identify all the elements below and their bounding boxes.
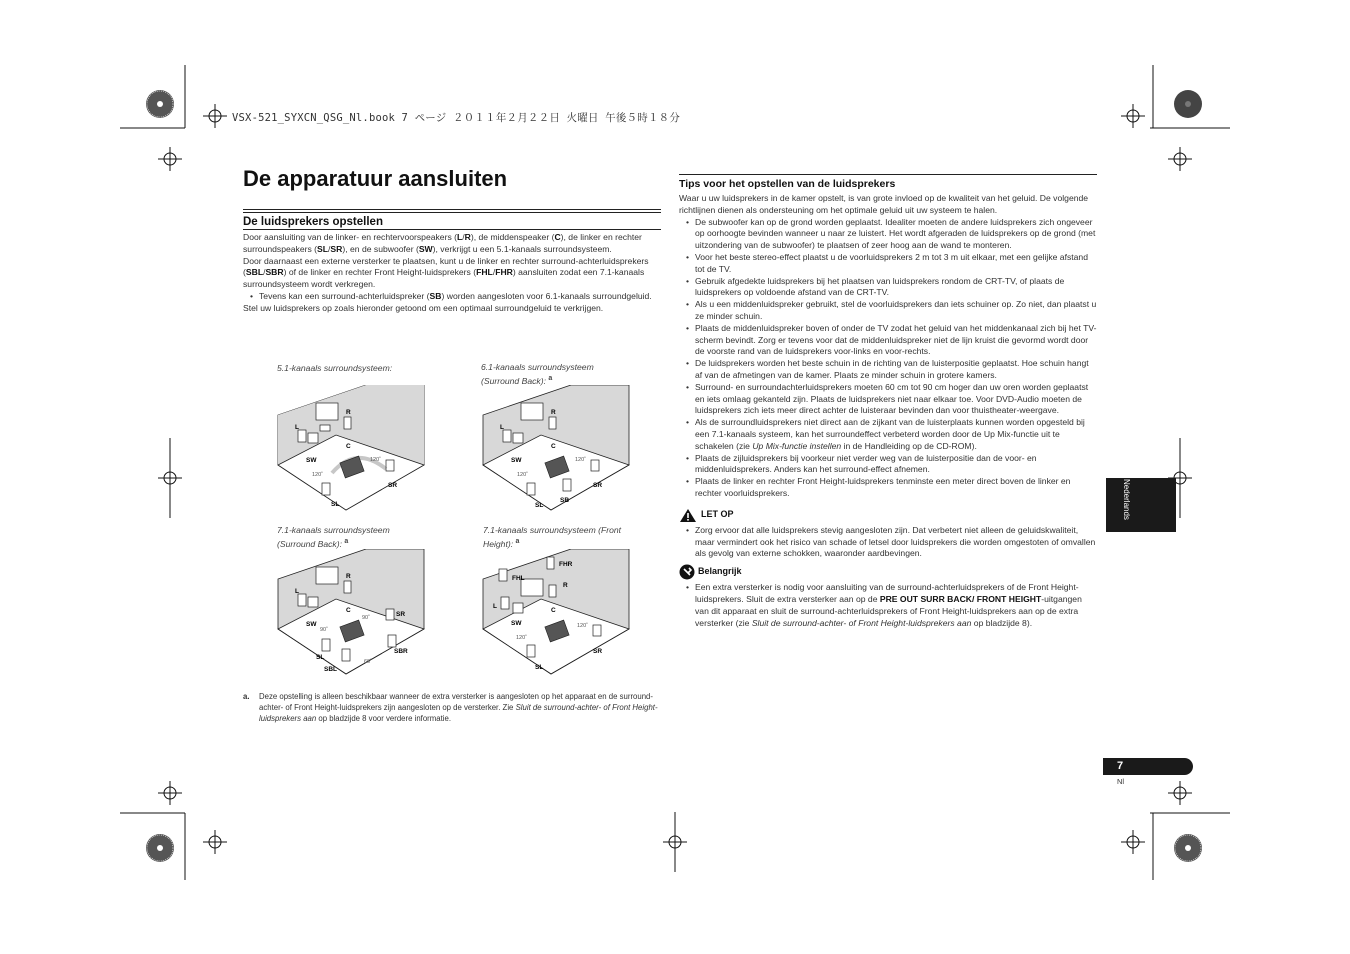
label-L: L bbox=[493, 603, 497, 610]
label-SW: SW bbox=[511, 620, 522, 627]
label-SW: SW bbox=[306, 457, 317, 464]
footnote: a. Deze opstelling is alleen beschikbaar wanneer de extra versterker is aangesloten op het apparaat en de surround-achter- of Front Height-luidsprekers zijn aangesloten op de versterker. Zie Sluit de surround-achter- of Front Height-luidsprekers aan op bladzijde 8 voor verdere informatie. bbox=[243, 692, 658, 724]
label-SL: SL bbox=[331, 501, 340, 508]
figure-caption-7-1-fh: 7.1-kanaals surroundsysteem (Front Height): $^a$ bbox=[483, 525, 622, 550]
right-body-text bbox=[679, 193, 1097, 629]
title-rule bbox=[243, 212, 661, 213]
room-diagram-7-1-front-height bbox=[481, 549, 631, 679]
tip-item: • Plaats de middenluidspreker boven of onder de TV zodat het geluid van het middenkanaal zich bij het TV-scherm bevindt. Zorg er tevens voor dat de middenluidspreker niet de lijn kruist die gevormd wordt door de voorste rand van de luidsprekers voor-links en voor-rechts. bbox=[679, 323, 1097, 358]
room-diagram-6-1 bbox=[481, 385, 631, 515]
important-icon bbox=[679, 564, 695, 580]
label-C: C bbox=[551, 443, 556, 450]
angle-120: 120˚ bbox=[312, 472, 324, 478]
figure-caption-7-1-sb: 7.1-kanaals surroundsysteem (Surround Back): $^a$ bbox=[277, 525, 390, 550]
label-SR: SR bbox=[593, 648, 603, 655]
label-SW: SW bbox=[511, 457, 522, 464]
label-SR: SR bbox=[396, 611, 406, 618]
tip-item: • Als u een middenluidspreker gebruikt, stel de voorluidsprekers dan iets schuiner op. Zo niet, dan plaatst u ze minder schuin. bbox=[679, 299, 1097, 323]
tip-item: • De luidsprekers worden het beste schuin in de richting van de luisterpositie geplaatst. Hoe schuin hangt af van de afmetingen van de kamer. Plaats ze minder schuin in grotere kamers. bbox=[679, 358, 1097, 382]
label-SR: SR bbox=[593, 482, 603, 489]
caution-heading: LET OP bbox=[679, 508, 1097, 523]
label-SL: SL bbox=[535, 664, 544, 671]
label-L: L bbox=[500, 424, 504, 431]
label-L: L bbox=[295, 424, 299, 431]
room-diagram-5-1 bbox=[276, 385, 426, 515]
paragraph-7-1: Door daarnaast een externe versterker te plaatsen, kunt u de linker en rechter surround-achterluidsprekers (SBL/SBR) of de linker en rechter Front Height-luidsprekers (FHL/FHR) aansluiten zodat een 7.1-kanaals surroundsysteem wordt verkregen. bbox=[243, 255, 649, 290]
label-SR: SR bbox=[388, 482, 398, 489]
label-FHR: FHR bbox=[559, 561, 573, 568]
page-number: 7 bbox=[1117, 760, 1124, 772]
label-C: C bbox=[346, 443, 351, 450]
angle-120: 120˚ bbox=[575, 457, 587, 463]
figure-caption-5-1: 5.1-kanaals surroundsysteem: bbox=[277, 363, 393, 373]
angle-60: 60˚ bbox=[364, 659, 372, 665]
label-SBR: SBR bbox=[394, 648, 408, 655]
tip-item: • Surround- en surroundachterluidsprekers moeten 60 cm tot 90 cm hoger dan uw oren worden geplaatst en iets omlaag gekanteld zijn. Plaats de luidsprekers niet naar elkaar toe. Voor DVD-Audio moeten de luidsprekers zich iets meer direct achter de luisteraar bevinden dan voor thuistheater-weergave. bbox=[679, 382, 1097, 417]
tip-item: • Plaats de linker en rechter Front Height-luidsprekers tenminste een meter direct boven de linker en rechter voorluidsprekers. bbox=[679, 476, 1097, 500]
label-FHL: FHL bbox=[512, 575, 525, 582]
section-heading-tips: Tips voor het opstellen van de luidsprekers bbox=[679, 178, 896, 190]
tip-item: • Plaats de zijluidsprekers bij voorkeur niet verder weg van de luisterpositie dan de voor- en middenluidsprekers. Anders kan het surround-effect afnemen. bbox=[679, 453, 1097, 477]
language-side-tab: Nederlands bbox=[1106, 478, 1176, 532]
title-rule bbox=[243, 209, 661, 210]
angle-120: 120˚ bbox=[370, 457, 382, 463]
section-heading-speakers: De luidsprekers opstellen bbox=[243, 216, 383, 228]
tips-intro: Waar u uw luidsprekers in de kamer opstelt, is van grote invloed op de kwaliteit van het geluid. De volgende richtlijnen dienen als ondersteuning om het optimale geluid uit uw systeem te halen. bbox=[679, 193, 1089, 215]
tip-item: • De subwoofer kan op de grond worden geplaatst. Idealiter moeten de andere luidsprekers zich ongeveer op oorhoogte bevinden wanneer u naar ze luistert. Het wordt afgeraden de luidsprekers op de grond (met uitzondering van de subwoofer) te plaatsen of zeer hoog aan de wand te monteren. bbox=[679, 217, 1097, 252]
label-R: R bbox=[563, 582, 568, 589]
label-C: C bbox=[551, 607, 556, 614]
tip-item: • Gebruik afgedekte luidsprekers bij het plaatsen van luidsprekers rondom de CRT-TV, of plaats de luidsprekers op voldoende afstand van de CRT-TV. bbox=[679, 276, 1097, 300]
paragraph-setup: Stel uw luidsprekers op zoals hieronder getoond om een optimaal surroundgeluid te verkrijgen. bbox=[243, 302, 604, 313]
paragraph-5-1: Door aansluiting van de linker- en rechtervoorspeakers (L/R), de middenspeaker (C), de linker en rechter surroundspeakers (SL/SR), en de subwoofer (SW), verkrijgt u een 5.1-kanaals surroundsysteem. bbox=[243, 232, 642, 254]
label-SL: SL bbox=[316, 654, 325, 661]
label-SW: SW bbox=[306, 621, 317, 628]
room-diagram-7-1-surround-back bbox=[276, 549, 426, 679]
angle-120: 120˚ bbox=[516, 635, 528, 641]
angle-120: 120˚ bbox=[517, 472, 529, 478]
bullet-6-1: • Tevens kan een surround-achterluidspreker (SB) worden aangesloten voor 6.1-kanaals surroundgeluid. bbox=[243, 291, 661, 303]
angle-90: 90˚ bbox=[362, 615, 370, 621]
footnote-marker: a. bbox=[243, 692, 250, 701]
label-R: R bbox=[346, 573, 351, 580]
label-SL: SL bbox=[535, 502, 544, 509]
label-R: R bbox=[551, 409, 556, 416]
label-C: C bbox=[346, 607, 351, 614]
important-text: • Een extra versterker is nodig voor aansluiting van de surround-achterluidsprekers of de Front Height-luidsprekers. Sluit de extra versterker aan op de PRE OUT SURR BACK/ FRONT HEIGHT-uitgangen van dit apparaat en sluit de surround-achterluidsprekers of Front Height-luidsprekers aan op de extra versterker (zie Sluit de surround-achter- of Front Height-luidsprekers aan op bladzijde 8). bbox=[679, 582, 1097, 629]
label-L: L bbox=[295, 588, 299, 595]
label-SBL: SBL bbox=[324, 666, 337, 673]
section-top-rule bbox=[679, 174, 1097, 175]
label-R: R bbox=[346, 409, 351, 416]
file-info-line: VSX-521_SYXCN_QSG_Nl.book 7 ページ ２０１１年２月２２日 火曜日 午後５時１８分 bbox=[232, 112, 681, 124]
page-title: De apparatuur aansluiten bbox=[243, 166, 508, 191]
caution-text: • Zorg ervoor dat alle luidsprekers stevig aangesloten zijn. Dat verbetert niet alleen de geluidskwaliteit, maar vermindert ook het risico van schade of letsel door luidsprekers die worden omgestoten of omvallen als gevolg van externe schokken, waaronder aardbevingen. bbox=[679, 525, 1097, 560]
left-body-text bbox=[243, 232, 661, 315]
figure-caption-6-1: 6.1-kanaals surroundsysteem (Surround Back): $^a$ bbox=[481, 362, 594, 387]
tip-item: • Voor het beste stereo-effect plaatst u de voorluidsprekers 2 m tot 3 m uit elkaar, met een gelijke afstand tot de TV. bbox=[679, 252, 1097, 276]
warning-triangle-icon bbox=[679, 508, 697, 523]
page-language: Nl bbox=[1117, 777, 1125, 786]
angle-120: 120˚ bbox=[577, 623, 589, 629]
angle-90: 90˚ bbox=[320, 627, 328, 633]
section-rule bbox=[243, 229, 661, 230]
tip-item: • Als de surroundluidsprekers niet direct aan de zijkant van de luisterplaats kunnen worden opgesteld bij een 7.1-kanaals systeem, kan het surroundeffect verbeterd worden door de Up Mix-functie uit te schakelen (zie Up Mix-functie instellen in de Handleiding op de CD-ROM). bbox=[679, 417, 1097, 452]
label-SB: SB bbox=[560, 497, 570, 504]
important-heading: Belangrijk bbox=[679, 564, 1097, 580]
